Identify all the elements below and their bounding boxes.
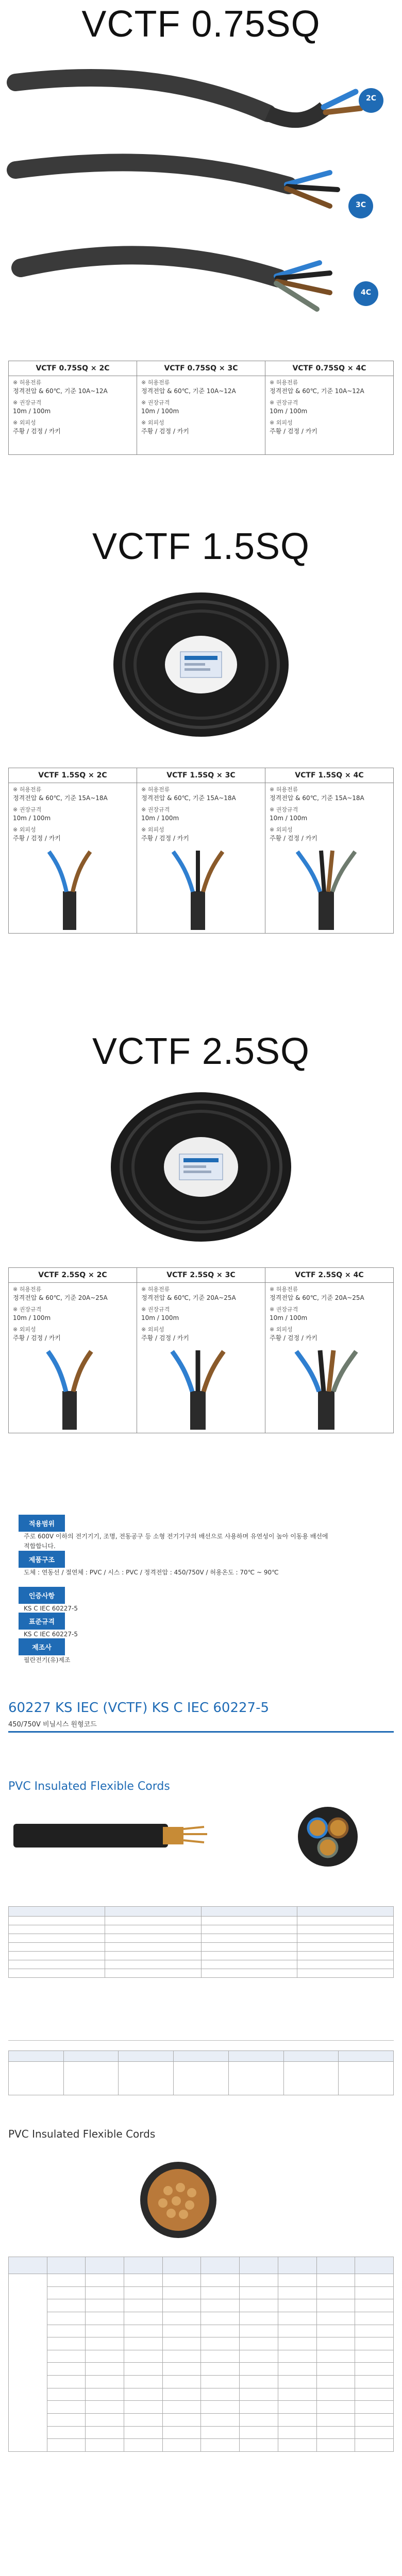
spec-value: 10m / 100m bbox=[141, 407, 179, 415]
spec-label: ※ 권장규격 bbox=[270, 806, 298, 814]
spec-value: 주황 / 검정 / 카키 bbox=[270, 427, 317, 435]
spec-col-header: VCTF 2.5SQ × 3C bbox=[137, 1268, 265, 1283]
spec-value: 주황 / 검정 / 카키 bbox=[141, 834, 189, 842]
catalog-section-2-title: PVC Insulated Flexible Cords bbox=[8, 2128, 156, 2140]
info-tag: 제조사 bbox=[19, 1638, 65, 1655]
spec-label: ※ 허용전류 bbox=[13, 786, 42, 793]
spec-col-header: VCTF 1.5SQ × 3C bbox=[137, 768, 265, 783]
spec-label: ※ 외피성 bbox=[13, 1326, 36, 1333]
info-row-maker bbox=[19, 1638, 379, 1665]
info-row-cert bbox=[19, 1587, 379, 1614]
spec-value: 10m / 100m bbox=[141, 814, 179, 822]
spec-value: 주황 / 검정 / 카키 bbox=[141, 427, 189, 435]
spec-label: ※ 권장규격 bbox=[141, 399, 170, 406]
spec-cell bbox=[265, 1283, 394, 1433]
spec-cell bbox=[9, 1283, 137, 1433]
spec-label: ※ 권장규격 bbox=[13, 1306, 42, 1313]
core-badge-2c: 2C bbox=[365, 94, 376, 103]
spec-label: ※ 권장규격 bbox=[141, 1306, 170, 1313]
divider bbox=[8, 2040, 394, 2041]
catalog-table-3 bbox=[8, 2257, 394, 2452]
info-text: KS C IEC 60227-5 bbox=[24, 1605, 78, 1612]
spec-cell bbox=[265, 783, 394, 934]
spec-cell bbox=[137, 1283, 265, 1433]
spec-col-header: VCTF 0.75SQ × 3C bbox=[137, 361, 265, 376]
core-badge-3c: 3C bbox=[355, 201, 366, 209]
cable-075-hero-image bbox=[0, 52, 402, 340]
spec-value: 정격전압 & 60℃, 기준 15A~18A bbox=[13, 794, 108, 802]
info-tag: 인증사항 bbox=[19, 1587, 65, 1604]
spec-label: ※ 허용전류 bbox=[141, 1286, 170, 1293]
spec-label: ※ 허용전류 bbox=[270, 1286, 298, 1293]
catalog-table-1 bbox=[8, 1906, 394, 1978]
spec-table-075 bbox=[8, 361, 394, 455]
spec-value: 10m / 100m bbox=[141, 1314, 179, 1321]
catalog-section-1-title: PVC Insulated Flexible Cords bbox=[8, 1780, 170, 1793]
spec-col-header: VCTF 0.75SQ × 4C bbox=[265, 361, 394, 376]
info-text: 주로 600V 이하의 전기기기, 조명, 전동공구 등 소형 전기기구의 배선으로 사용하며 유연성이 높아 이동용 배선에 적합합니다. bbox=[24, 1533, 328, 1550]
info-row-usage bbox=[19, 1515, 379, 1551]
spec-value: 10m / 100m bbox=[13, 407, 51, 415]
cable-4c-image bbox=[270, 1342, 383, 1430]
spec-value: 정격전압 & 60℃, 기준 10A~12A bbox=[13, 387, 108, 395]
info-row-standard bbox=[19, 1613, 379, 1639]
section-title-25: VCTF 2.5SQ bbox=[92, 1031, 310, 1072]
spec-value: 주황 / 검정 / 카키 bbox=[270, 1334, 317, 1342]
spec-value: 10m / 100m bbox=[270, 1314, 308, 1321]
spec-value: 10m / 100m bbox=[270, 814, 308, 822]
spec-label: ※ 허용전류 bbox=[13, 1286, 42, 1293]
catalog-divider bbox=[8, 1731, 394, 1733]
spec-label: ※ 허용전류 bbox=[270, 786, 298, 793]
cable-25-coil-image bbox=[0, 1082, 402, 1252]
spec-col-header: VCTF 1.5SQ × 2C bbox=[9, 768, 137, 783]
spec-col-header: VCTF 0.75SQ × 2C bbox=[9, 361, 137, 376]
spec-col-header: VCTF 1.5SQ × 4C bbox=[265, 768, 394, 783]
core-badge-4c: 4C bbox=[360, 289, 371, 297]
spec-value: 10m / 100m bbox=[13, 1314, 51, 1321]
section-title-075: VCTF 0.75SQ bbox=[81, 4, 321, 45]
spec-label: ※ 권장규격 bbox=[13, 399, 42, 406]
section-title-15: VCTF 1.5SQ bbox=[92, 526, 310, 567]
spec-value: 정격전압 & 60℃, 기준 20A~25A bbox=[141, 1294, 236, 1301]
spec-label: ※ 허용전류 bbox=[13, 379, 42, 386]
catalog-subtitle: 450/750V 비닐시스 원형코드 bbox=[8, 1721, 97, 1728]
spec-label: ※ 외피성 bbox=[141, 1326, 164, 1333]
spec-cell bbox=[9, 783, 137, 934]
spec-col-header: VCTF 2.5SQ × 2C bbox=[9, 1268, 137, 1283]
spec-cell bbox=[137, 376, 265, 455]
spec-label: ※ 권장규격 bbox=[141, 806, 170, 814]
spec-value: 정격전압 & 60℃, 기준 10A~12A bbox=[141, 387, 236, 395]
catalog-title: 60227 KS IEC (VCTF) KS C IEC 60227-5 bbox=[8, 1700, 270, 1716]
spec-value: 정격전압 & 60℃, 기준 20A~25A bbox=[270, 1294, 364, 1301]
info-row-structure bbox=[19, 1551, 379, 1578]
spec-label: ※ 권장규격 bbox=[270, 399, 298, 406]
spec-value: 주황 / 검정 / 카키 bbox=[13, 1334, 61, 1342]
cord-bundle-image bbox=[8, 2159, 394, 2241]
spec-cell bbox=[9, 376, 137, 455]
cable-4c-image bbox=[270, 842, 383, 930]
spec-label: ※ 외피성 bbox=[13, 419, 36, 427]
spec-value: 주황 / 검정 / 카키 bbox=[13, 834, 61, 842]
info-text: 도체 : 연동선 / 절연체 : PVC / 시스 : PVC / 정격전압 : 450/750V / 허용온도 : 70℃ ~ 90℃ bbox=[24, 1569, 279, 1576]
spec-label: ※ 허용전류 bbox=[141, 786, 170, 793]
spec-value: 주황 / 검정 / 카키 bbox=[270, 834, 317, 842]
spec-table-15 bbox=[8, 768, 394, 934]
spec-col-header: VCTF 2.5SQ × 4C bbox=[265, 1268, 394, 1283]
info-text: KS C IEC 60227-5 bbox=[24, 1631, 78, 1638]
spec-value: 10m / 100m bbox=[13, 814, 51, 822]
spec-label: ※ 외피성 bbox=[141, 419, 164, 427]
info-tag: 제품구조 bbox=[19, 1551, 65, 1568]
spec-value: 정격전압 & 60℃, 기준 10A~12A bbox=[270, 387, 364, 395]
spec-cell bbox=[137, 783, 265, 934]
cable-3c-image bbox=[141, 1342, 255, 1430]
spec-label: ※ 외피성 bbox=[141, 826, 164, 834]
spec-label: ※ 외피성 bbox=[270, 419, 293, 427]
spec-value: 정격전압 & 60℃, 기준 20A~25A bbox=[13, 1294, 108, 1301]
spec-label: ※ 권장규격 bbox=[13, 806, 42, 814]
spec-cell bbox=[265, 376, 394, 455]
spec-value: 정격전압 & 60℃, 기준 15A~18A bbox=[270, 794, 364, 802]
cable-3c-image bbox=[141, 842, 255, 930]
info-text: 필란전기(유)제조 bbox=[24, 1656, 71, 1664]
spec-label: ※ 허용전류 bbox=[270, 379, 298, 386]
spec-value: 정격전압 & 60℃, 기준 15A~18A bbox=[141, 794, 236, 802]
spec-label: ※ 외피성 bbox=[270, 1326, 293, 1333]
spec-value: 주황 / 검정 / 카키 bbox=[13, 427, 61, 435]
spec-label: ※ 허용전류 bbox=[141, 379, 170, 386]
cable-15-coil-image bbox=[0, 577, 402, 752]
cord-cross-section-image bbox=[8, 1803, 394, 1880]
catalog-table-2 bbox=[8, 2050, 394, 2095]
spec-label: ※ 권장규격 bbox=[270, 1306, 298, 1313]
cable-2c-image bbox=[13, 842, 126, 930]
spec-value: 10m / 100m bbox=[270, 407, 308, 415]
spec-table-25 bbox=[8, 1267, 394, 1433]
info-tag: 표준규격 bbox=[19, 1613, 65, 1630]
cable-2c-image bbox=[13, 1342, 126, 1430]
spec-label: ※ 외피성 bbox=[13, 826, 36, 834]
info-tag: 적용범위 bbox=[19, 1515, 65, 1532]
spec-value: 주황 / 검정 / 카키 bbox=[141, 1334, 189, 1342]
spec-label: ※ 외피성 bbox=[270, 826, 293, 834]
